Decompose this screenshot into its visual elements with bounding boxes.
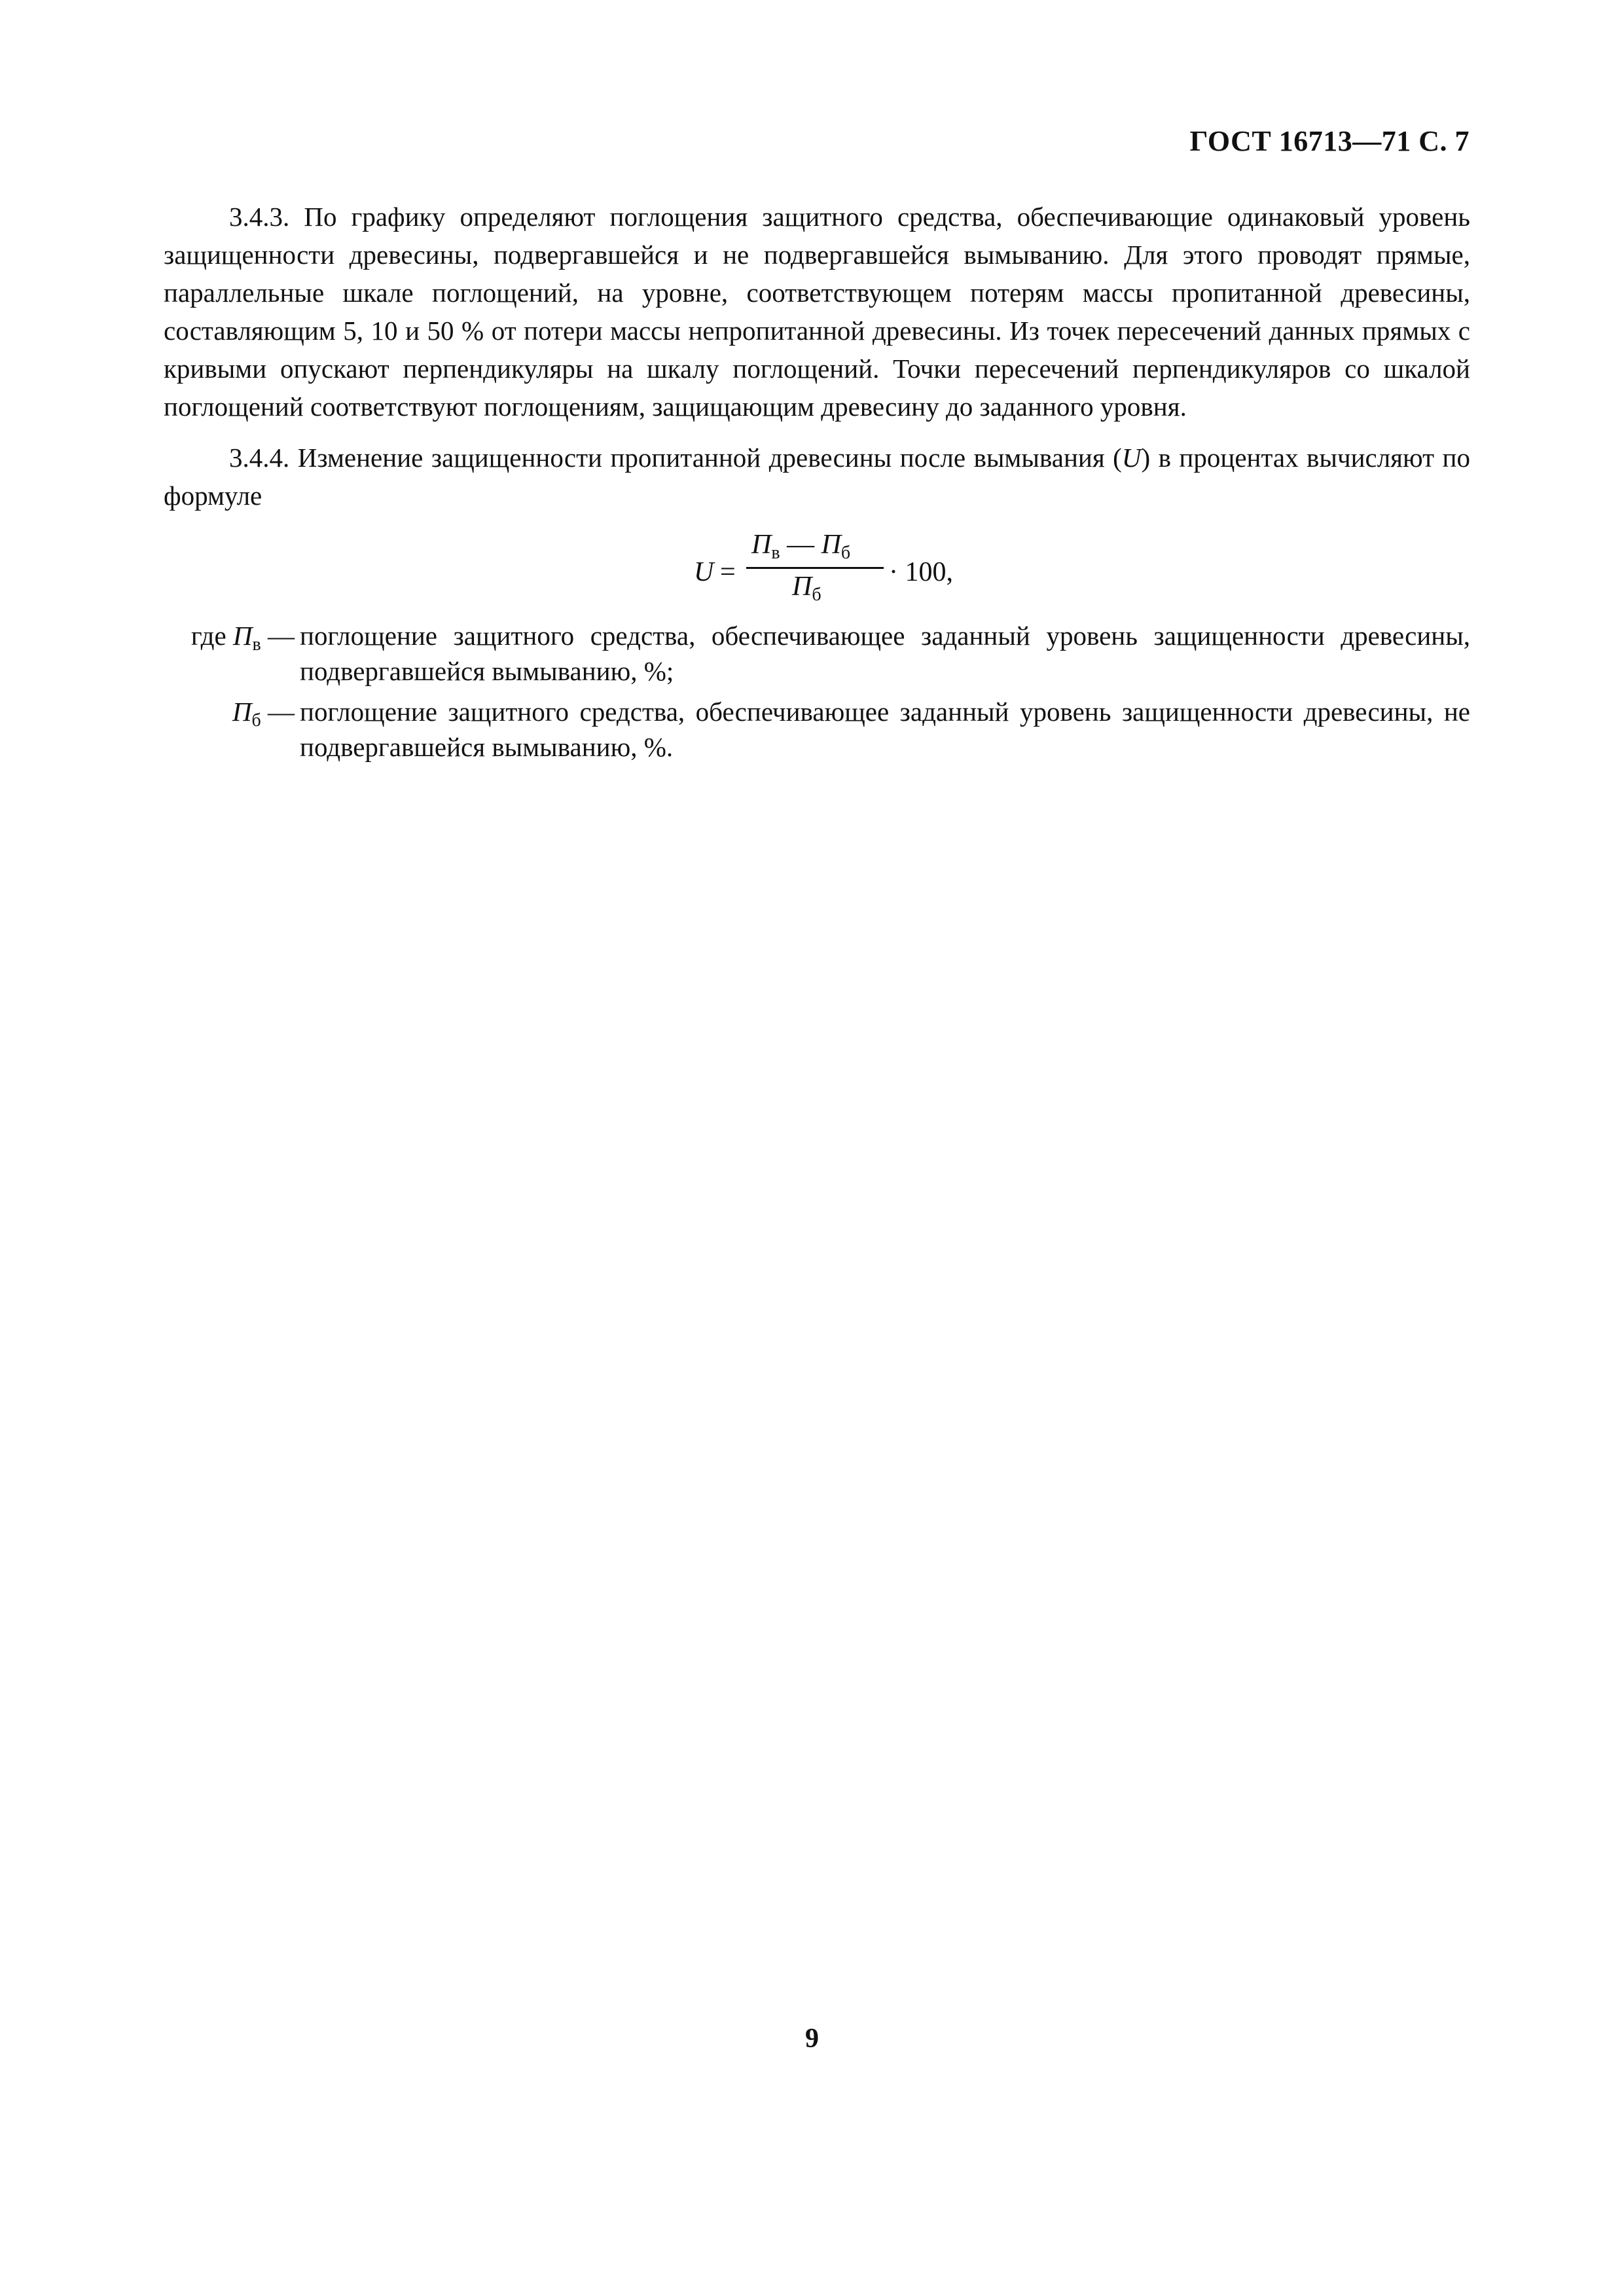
formula-numerator	[751, 529, 850, 564]
paragraph-3-4-3	[164, 198, 1470, 426]
numerator-sub-b: б	[840, 543, 851, 563]
formula-multiplier: · 100,	[889, 557, 953, 587]
definition-symbol: П	[232, 621, 253, 651]
paragraph-text: 3.4.3. По графику определяют поглощения защитного средства, обеспечивающие одинаковый уровень защищенности древесины, подвергавшейся и не подвергавшейся вымыванию. Для этого проводят прямые, параллельные шкале поглощений, на уровне, соответствующем потерям массы пропитанной древесины, составляющим 5, 10 и 50 % от потери массы непропитанной древесины. Из точек пересечений данных прямых с кривыми опускают перпендикуляры на шкалу поглощений. Точки пересечений перпендикуляров со шкалой поглощений соответствуют поглощениям, защищающим древесину до заданного уровня.	[164, 202, 1470, 422]
formula-denominator	[792, 571, 821, 606]
paragraph-text-end: ) в процентах вычисляют по формуле	[164, 443, 1470, 511]
denominator-term: П	[792, 572, 812, 602]
definition-text: поглощение защитного средства, обеспечивающее заданный уровень защищенности древесины, подвергавшейся вымыванию, %;	[300, 621, 1470, 686]
paragraph-3-4-4	[164, 439, 1470, 515]
formula	[694, 529, 956, 621]
formula-equals: =	[720, 557, 736, 587]
variable-u: U	[1121, 443, 1142, 473]
definition-symbol: П	[232, 697, 252, 727]
definition-text: поглощение защитного средства, обеспечивающее заданный уровень защищенности древесины, не подвергавшейся вымыванию, %.	[300, 697, 1470, 762]
numerator-minus: —	[780, 530, 821, 560]
definition-symbol-sub: б	[251, 710, 261, 731]
numerator-term-a: П	[751, 530, 772, 560]
definition-prefix: где	[190, 621, 233, 651]
definition-item	[164, 618, 1470, 689]
fraction-bar	[746, 567, 884, 569]
formula-lhs: U	[694, 557, 714, 587]
numerator-term-b: П	[821, 530, 841, 560]
page-number: 9	[805, 2024, 819, 2054]
paragraph-text	[164, 439, 1470, 515]
definition-item	[164, 694, 1470, 765]
paragraph-text-start: 3.4.4. Изменение защищенности пропитанной древесины после вымывания (	[229, 443, 1122, 473]
numerator-sub-a: в	[771, 543, 780, 563]
definition-dash: —	[261, 697, 295, 727]
document-header: ГОСТ 16713—71 С. 7	[1189, 125, 1470, 157]
definition-term	[164, 694, 295, 738]
denominator-sub: б	[812, 585, 821, 605]
definitions-list	[164, 618, 1470, 770]
definition-term	[164, 618, 295, 663]
definition-symbol-sub: в	[252, 634, 261, 655]
definition-dash: —	[261, 621, 295, 651]
